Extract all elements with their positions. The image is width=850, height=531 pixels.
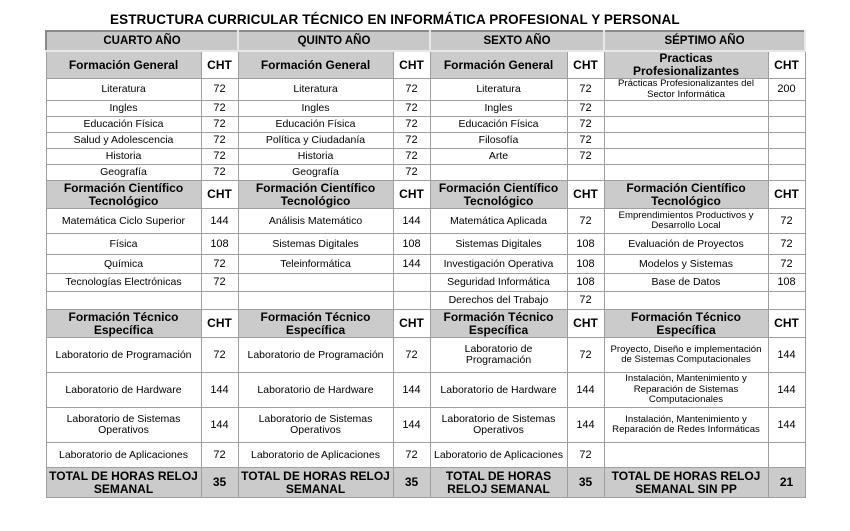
- section-header: Formación Científico Tecnológico: [46, 181, 201, 209]
- hours-cell: 72: [567, 443, 604, 468]
- hours-cell: [768, 117, 805, 133]
- hours-cell: 144: [768, 338, 805, 373]
- hours-cell: 144: [201, 373, 238, 408]
- subject-cell: Sistemas Digitales: [238, 234, 393, 255]
- hours-cell: 72: [768, 209, 805, 234]
- cht-header: CHT: [768, 181, 805, 209]
- subject-cell: [604, 101, 768, 117]
- subject-cell: Análisis Matemático: [238, 209, 393, 234]
- hours-cell: [567, 165, 604, 181]
- hours-cell: 144: [768, 408, 805, 443]
- section-header-row: [46, 181, 805, 209]
- section-header: Formación Científico Tecnológico: [604, 181, 768, 209]
- subject-cell: Literatura: [430, 79, 567, 101]
- table-row: [46, 79, 805, 101]
- section-header: Formación Científico Tecnológico: [430, 181, 567, 209]
- subject-cell: Matemática Ciclo Superior: [46, 209, 201, 234]
- hours-cell: 108: [393, 234, 430, 255]
- section-header: Formación Técnico Específica: [604, 310, 768, 338]
- hours-cell: 72: [201, 165, 238, 181]
- hours-cell: 72: [201, 79, 238, 101]
- hours-cell: 72: [567, 149, 604, 165]
- subject-cell: Laboratorio de Hardware: [46, 373, 201, 408]
- hours-cell: [393, 274, 430, 292]
- subject-cell: Laboratorio de Aplicaciones: [238, 443, 393, 468]
- table-row: [46, 209, 805, 234]
- cht-header: CHT: [201, 181, 238, 209]
- hours-cell: [393, 292, 430, 310]
- total-value: 35: [393, 468, 430, 498]
- hours-cell: 72: [393, 101, 430, 117]
- table-row: [46, 149, 805, 165]
- hours-cell: 144: [201, 209, 238, 234]
- subject-cell: Laboratorio de Sistemas Operativos: [46, 408, 201, 443]
- section-header: Formación General: [46, 51, 201, 79]
- subject-cell: Literatura: [238, 79, 393, 101]
- total-value: 35: [201, 468, 238, 498]
- subject-cell: Laboratorio de Programación: [430, 338, 567, 373]
- subject-cell: [604, 165, 768, 181]
- cht-header: CHT: [768, 310, 805, 338]
- hours-cell: 144: [201, 408, 238, 443]
- subject-cell: Investigación Operativa: [430, 255, 567, 274]
- subject-cell: Laboratorio de Programación: [46, 338, 201, 373]
- section-header: Formación Técnico Específica: [430, 310, 567, 338]
- subject-cell: Educación Física: [430, 117, 567, 133]
- hours-cell: 72: [201, 274, 238, 292]
- subject-cell: [46, 292, 201, 310]
- hours-cell: 72: [567, 79, 604, 101]
- curriculum-table: [45, 30, 806, 498]
- section-header: Practicas Profesionalizantes: [604, 51, 768, 79]
- subject-cell: [238, 292, 393, 310]
- table-row: [46, 443, 805, 468]
- table-row: [46, 133, 805, 149]
- year-header: SÉPTIMO AÑO: [604, 31, 805, 51]
- section-header: Formación Técnico Específica: [46, 310, 201, 338]
- cht-header: CHT: [201, 51, 238, 79]
- cht-header: CHT: [567, 181, 604, 209]
- subject-cell: [238, 274, 393, 292]
- total-label: TOTAL DE HORAS RELOJ SEMANAL SIN PP: [604, 468, 768, 498]
- subject-cell: Educación Física: [238, 117, 393, 133]
- hours-cell: 72: [393, 338, 430, 373]
- year-header: QUINTO AÑO: [238, 31, 430, 51]
- table-row: [46, 408, 805, 443]
- total-label: TOTAL DE HORAS RELOJ SEMANAL: [430, 468, 567, 498]
- cht-header: CHT: [393, 310, 430, 338]
- hours-cell: [768, 101, 805, 117]
- cht-header: CHT: [393, 51, 430, 79]
- hours-cell: [768, 165, 805, 181]
- subject-cell: [604, 292, 768, 310]
- hours-cell: 144: [393, 408, 430, 443]
- subject-cell: Ingles: [46, 101, 201, 117]
- table-row: [46, 165, 805, 181]
- subject-cell: Filosofía: [430, 133, 567, 149]
- table-row: [46, 338, 805, 373]
- hours-cell: [768, 443, 805, 468]
- table-row: [46, 255, 805, 274]
- year-header-row: [46, 31, 805, 51]
- hours-cell: 144: [567, 408, 604, 443]
- hours-cell: 72: [201, 255, 238, 274]
- subject-cell: Laboratorio de Sistemas Operativos: [430, 408, 567, 443]
- section-header: Formación General: [238, 51, 393, 79]
- subject-cell: Tecnologías Electrónicas: [46, 274, 201, 292]
- hours-cell: 108: [567, 255, 604, 274]
- hours-cell: 108: [768, 274, 805, 292]
- hours-cell: 72: [393, 443, 430, 468]
- hours-cell: 72: [393, 149, 430, 165]
- subject-cell: Historia: [238, 149, 393, 165]
- subject-cell: Seguridad Informática: [430, 274, 567, 292]
- subject-cell: Arte: [430, 149, 567, 165]
- total-label: TOTAL DE HORAS RELOJ SEMANAL: [46, 468, 201, 498]
- subject-cell: Laboratorio de Hardware: [430, 373, 567, 408]
- hours-cell: 72: [393, 117, 430, 133]
- subject-cell: Instalación, Mantenimiento y Reparación de Sistemas Computacionales: [604, 373, 768, 408]
- hours-cell: 72: [393, 79, 430, 101]
- hours-cell: 72: [201, 133, 238, 149]
- subject-cell: Laboratorio de Aplicaciones: [46, 443, 201, 468]
- hours-cell: 144: [393, 209, 430, 234]
- subject-cell: [604, 149, 768, 165]
- hours-cell: 72: [393, 133, 430, 149]
- subject-cell: Educación Física: [46, 117, 201, 133]
- hours-cell: 72: [768, 234, 805, 255]
- cht-header: CHT: [393, 181, 430, 209]
- totals-row: [46, 468, 805, 498]
- subject-cell: Ingles: [238, 101, 393, 117]
- hours-cell: 72: [567, 209, 604, 234]
- hours-cell: 72: [201, 101, 238, 117]
- subject-cell: Evaluación de Proyectos: [604, 234, 768, 255]
- subject-cell: Teleinformática: [238, 255, 393, 274]
- subject-cell: Matemática Aplicada: [430, 209, 567, 234]
- subject-cell: Prácticas Profesionalizantes del Sector Informática: [604, 79, 768, 101]
- cht-header: CHT: [567, 51, 604, 79]
- table-row: [46, 292, 805, 310]
- section-header-row: [46, 51, 805, 79]
- subject-cell: Laboratorio de Programación: [238, 338, 393, 373]
- subject-cell: Literatura: [46, 79, 201, 101]
- section-header: Formación Científico Tecnológico: [238, 181, 393, 209]
- hours-cell: 72: [567, 292, 604, 310]
- hours-cell: 144: [393, 255, 430, 274]
- cht-header: CHT: [201, 310, 238, 338]
- total-value: 35: [567, 468, 604, 498]
- subject-cell: Instalación, Mantenimiento y Reparación de Redes Informáticas: [604, 408, 768, 443]
- hours-cell: 200: [768, 79, 805, 101]
- subject-cell: Sistemas Digitales: [430, 234, 567, 255]
- hours-cell: 72: [201, 338, 238, 373]
- hours-cell: 72: [567, 117, 604, 133]
- subject-cell: Laboratorio de Sistemas Operativos: [238, 408, 393, 443]
- subject-cell: [604, 133, 768, 149]
- subject-cell: Modelos y Sistemas: [604, 255, 768, 274]
- subject-cell: Emprendimientos Productivos y Desarrollo Local: [604, 209, 768, 234]
- table-row: [46, 234, 805, 255]
- section-header: Formación General: [430, 51, 567, 79]
- hours-cell: 72: [768, 255, 805, 274]
- cht-header: CHT: [567, 310, 604, 338]
- subject-cell: Geografía: [238, 165, 393, 181]
- hours-cell: [768, 292, 805, 310]
- subject-cell: Derechos del Trabajo: [430, 292, 567, 310]
- section-header-row: [46, 310, 805, 338]
- hours-cell: 144: [567, 373, 604, 408]
- cht-header: CHT: [768, 51, 805, 79]
- hours-cell: [768, 133, 805, 149]
- hours-cell: 108: [201, 234, 238, 255]
- subject-cell: Salud y Adolescencia: [46, 133, 201, 149]
- section-header: Formación Técnico Específica: [238, 310, 393, 338]
- subject-cell: Base de Datos: [604, 274, 768, 292]
- hours-cell: 72: [567, 338, 604, 373]
- hours-cell: [768, 149, 805, 165]
- total-value: 21: [768, 468, 805, 498]
- page-title: ESTRUCTURA CURRICULAR TÉCNICO EN INFORMÁTICA PROFESIONAL Y PERSONAL: [110, 12, 680, 27]
- year-header: SEXTO AÑO: [430, 31, 604, 51]
- hours-cell: 108: [567, 274, 604, 292]
- subject-cell: [430, 165, 567, 181]
- hours-cell: 72: [567, 133, 604, 149]
- hours-cell: 72: [201, 443, 238, 468]
- subject-cell: Laboratorio de Aplicaciones: [430, 443, 567, 468]
- subject-cell: [604, 117, 768, 133]
- hours-cell: 72: [201, 117, 238, 133]
- year-header: CUARTO AÑO: [46, 31, 238, 51]
- subject-cell: Química: [46, 255, 201, 274]
- hours-cell: 72: [393, 165, 430, 181]
- subject-cell: [604, 443, 768, 468]
- table-row: [46, 117, 805, 133]
- subject-cell: Historia: [46, 149, 201, 165]
- subject-cell: Política y Ciudadanía: [238, 133, 393, 149]
- subject-cell: Proyecto, Diseño e implementación de Sistemas Computacionales: [604, 338, 768, 373]
- subject-cell: Laboratorio de Hardware: [238, 373, 393, 408]
- subject-cell: Física: [46, 234, 201, 255]
- hours-cell: 108: [567, 234, 604, 255]
- table-row: [46, 373, 805, 408]
- table-row: [46, 101, 805, 117]
- hours-cell: 72: [567, 101, 604, 117]
- subject-cell: Ingles: [430, 101, 567, 117]
- hours-cell: [201, 292, 238, 310]
- subject-cell: Geografía: [46, 165, 201, 181]
- hours-cell: 72: [201, 149, 238, 165]
- table-row: [46, 274, 805, 292]
- hours-cell: 144: [393, 373, 430, 408]
- hours-cell: 144: [768, 373, 805, 408]
- total-label: TOTAL DE HORAS RELOJ SEMANAL: [238, 468, 393, 498]
